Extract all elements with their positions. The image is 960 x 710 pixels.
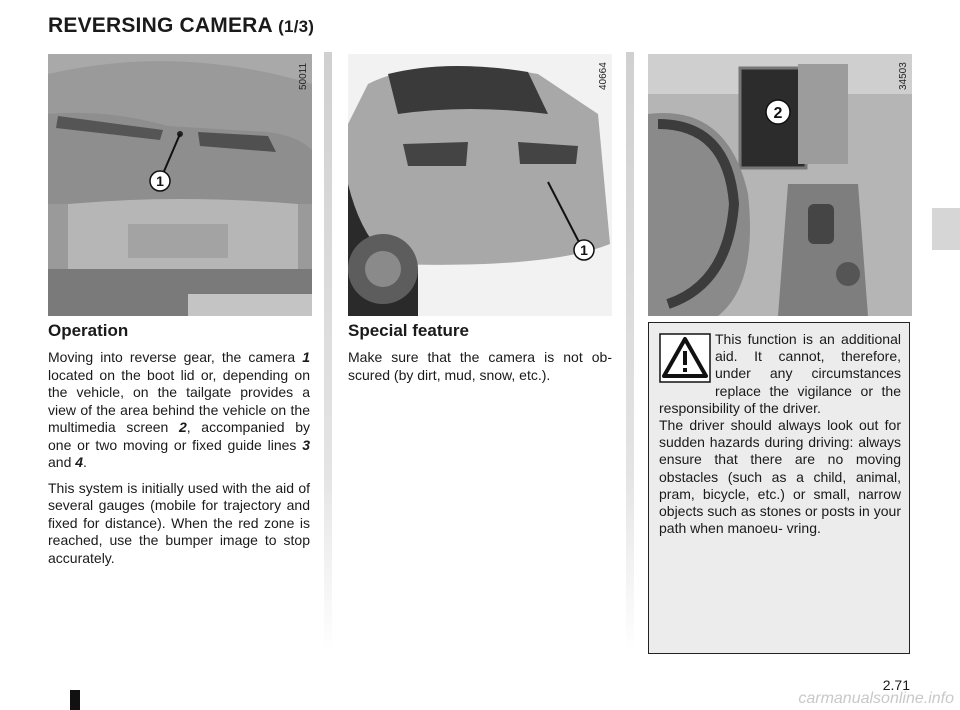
watermark: carmanualsonline.info bbox=[798, 690, 954, 707]
callout-2: 2 bbox=[773, 105, 783, 122]
image-ref: 40664 bbox=[598, 62, 609, 90]
corner-mark bbox=[70, 690, 80, 710]
operation-text bbox=[48, 349, 310, 575]
image-ref: 34503 bbox=[898, 62, 909, 90]
callout-1: 1 bbox=[580, 242, 588, 258]
page-title-part: (1/3) bbox=[278, 17, 315, 36]
section-tab bbox=[932, 208, 960, 250]
image-ref: 50011 bbox=[298, 62, 309, 90]
boot-lid-photo bbox=[48, 54, 312, 316]
warning-box bbox=[648, 322, 910, 654]
operation-heading: Operation bbox=[48, 321, 129, 340]
special-feature-heading: Special feature bbox=[348, 321, 469, 340]
warning-text: This function is an additional aid. It cannot, therefore, under any circumstances replace the vigilance or the responsibility of the driver. The driver should always look out for sudden hazards during driving: always ensure that there are no moving obstacles (such as a child, animal, pram, bicycle, etc.) or small, narrow objects such as stones or posts in your path when manoeu- vring. bbox=[659, 331, 901, 537]
callout-1: 1 bbox=[156, 173, 164, 189]
page-number: 2.71 bbox=[882, 677, 910, 693]
tailgate-photo bbox=[348, 54, 612, 316]
column-divider bbox=[324, 52, 332, 652]
operation-paragraph-2: This system is initially used with the aid of several gauges (mobile for trajectory and fixed for distance). When the red zone is reached, use the bumper image to stop accurately. bbox=[48, 479, 310, 566]
dashboard-photo bbox=[648, 54, 912, 316]
special-feature-text: Make sure that the camera is not ob- scured (by dirt, mud, snow, etc.). bbox=[348, 349, 612, 383]
operation-paragraph-1: Moving into reverse gear, the camera 1 located on the boot lid or, depending on the vehicle, on the tailgate provides a view of the area behind the vehicle on the multimedia screen 2, accompanied by one or two moving or fixed guide lines 3 and 4. bbox=[48, 349, 310, 470]
page-title: REVERSING CAMERA (1/3) bbox=[48, 14, 315, 37]
column-divider bbox=[626, 52, 634, 652]
